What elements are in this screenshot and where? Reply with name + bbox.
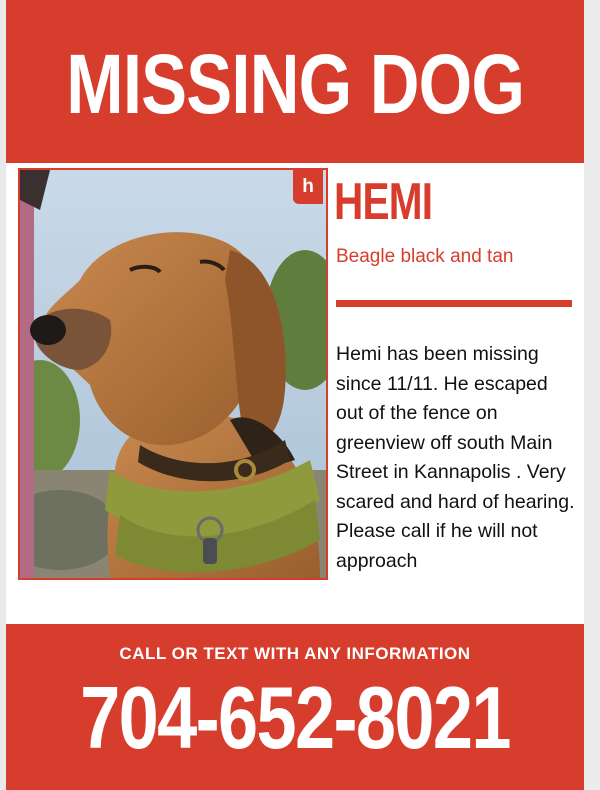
h-badge: h [293,170,323,204]
dog-name: HEMI [334,173,433,231]
dog-breed: Beagle black and tan [336,246,514,267]
phone-number-text: 704-652-8021 [80,668,510,767]
header-banner [6,0,584,163]
dog-description: Hemi has been missing since 11/11. He escaped out of the fence on greenview off south Main Street in Kannapolis . Very scared and hard of hearing. Please call if he will not approach [336,343,575,572]
contact-cta: CALL OR TEXT WITH ANY INFORMATION [119,644,471,663]
beagle-illustration [20,170,326,578]
page-edge-right [584,0,600,790]
phone-number[interactable] [6,668,584,767]
dog-photo [18,168,328,580]
page-title: MISSING DOG [66,36,524,131]
contact-banner [6,624,584,790]
divider-line [336,300,572,307]
